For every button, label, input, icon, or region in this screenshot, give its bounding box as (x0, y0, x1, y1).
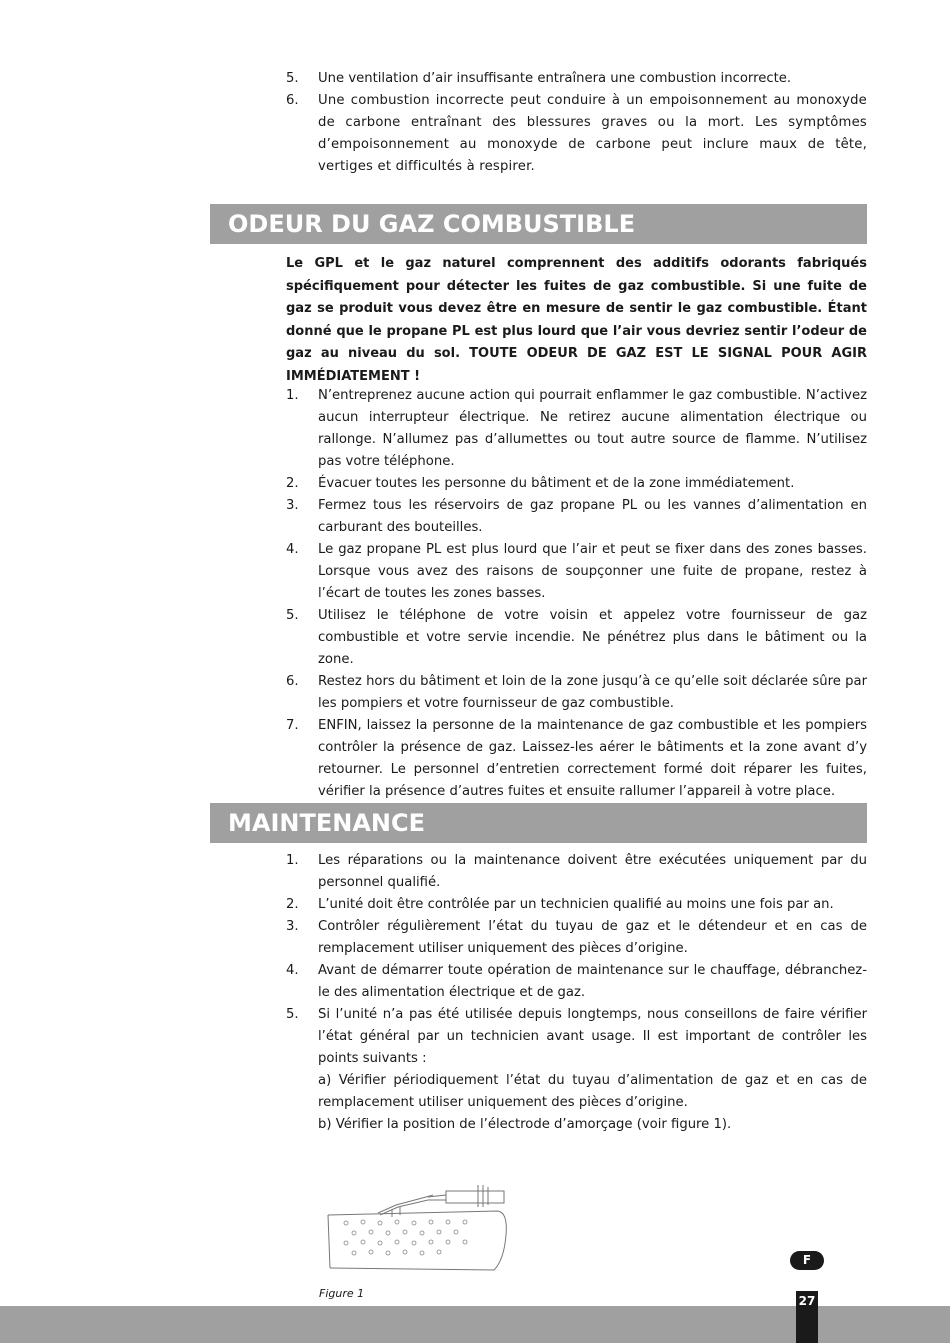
list-item: 1. N’entreprenez aucune action qui pourrait enflammer le gaz combustible. N’activez aucun interrupteur électrique. Ne retirez aucune alimentation électrique ou rallonge. N’allumez pas d’allumettes ou tout autre source de flamme. N’utilisez pas votre téléphone. (286, 388, 867, 469)
top-list (286, 68, 867, 178)
maintenance-list (286, 850, 867, 1136)
list-item: 4. Avant de démarrer toute opération de maintenance sur le chauffage, débranchez-le des alimentation électrique et de gaz. (286, 963, 867, 1000)
section-heading-gas-odor: ODEUR DU GAZ COMBUSTIBLE (210, 204, 867, 244)
list-item: 5. Si l’unité n’a pas été utilisée depuis longtemps, nous conseillons de faire vérifier l’état général par un technicien avant usage. Il est important de contrôler les points suivants : a) Vérifier périodiquement l’état du tuyau d’alimentation de gaz et en cas de remplacement utiliser uniquement des pièces d’origine. b) Vérifier la position de l’électrode d’amorçage (voir figure 1). (286, 1004, 867, 1136)
list-item: 3. Fermez tous les réservoirs de gaz propane PL ou les vannes d’alimentation en carburant des bouteilles. (286, 498, 867, 535)
list-item: 2. Évacuer toutes les personne du bâtiment et de la zone immédiatement. (286, 476, 795, 491)
section-heading-maintenance: MAINTENANCE (210, 803, 867, 843)
list-item: 6. Une combustion incorrecte peut conduire à un empoisonnement au monoxyde de carbone entraînant des blessures graves ou la mort. Les symptômes d’empoisonnement au monoxyde de carbone peut inclure maux de tête, vertiges et difficultés à respirer. (286, 93, 867, 174)
sub-item-b: b) Vérifier la position de l’électrode d’amorçage (voir figure 1). (318, 1117, 732, 1132)
figure-caption: Figure 1 (319, 1287, 365, 1300)
list-item: 5. Une ventilation d’air insuffisante entraînera une combustion incorrecte. (286, 71, 792, 86)
list-item: 4. Le gaz propane PL est plus lourd que l’air et peut se fixer dans des zones basses. Lorsque vous avez des raisons de soupçonner une fuite de propane, restez à l’écart de toutes les zones basses. (286, 542, 867, 601)
burner-electrode-figure (318, 1175, 528, 1280)
list-item: 6. Restez hors du bâtiment et loin de la zone jusqu’à ce qu’elle soit déclarée sûre par les pompiers et votre fournisseur de gaz combustible. (286, 674, 867, 711)
page-number: 27 (796, 1291, 818, 1343)
list-item: 7. ENFIN, laissez la personne de la maintenance de gaz combustible et les pompiers contrôler la présence de gaz. Laissez-les aérer le bâtiments et la zone avant d’y retourner. Le personnel d’entretien correctement formé doit réparer les fuites, vérifier la présence d’autres fuites et ensuite rallumer l’appareil à votre place. (286, 718, 867, 799)
list-item: 1. Les réparations ou la maintenance doivent être exécutées uniquement par du personnel qualifié. (286, 853, 867, 890)
gas-odor-list (286, 385, 867, 803)
section-intro: Le GPL et le gaz naturel comprennent des additifs odorants fabriqués spécifiquement pour détecter les fuites de gaz combustible. Si une fuite de gaz se produit vous devez être en mesure de sentir le gaz combustible. Étant donné que le propane PL est plus lourd que l’air vous devriez sentir l’odeur de gaz au niveau du sol. TOUTE ODEUR DE GAZ EST LE SIGNAL POUR AGIR IMMÉDIATEMENT ! (286, 256, 867, 384)
sub-item-a: a) Vérifier périodiquement l’état du tuyau d’alimentation de gaz et en cas de remplacement utiliser uniquement des pièces d’origine. (318, 1073, 867, 1110)
list-item: 5. Utilisez le téléphone de votre voisin et appelez votre fournisseur de gaz combustible et votre servie incendie. Ne pénétrez plus dans le bâtiment ou la zone. (286, 608, 867, 667)
list-item: 2. L’unité doit être contrôlée par un technicien qualifié au moins une fois par an. (286, 897, 834, 912)
list-item: 3. Contrôler régulièrement l’état du tuyau de gaz et le détendeur et en cas de remplacement utiliser uniquement des pièces d’origine. (286, 919, 867, 956)
electrode-body (446, 1191, 504, 1203)
language-badge: F (790, 1251, 824, 1270)
burner-outline (328, 1211, 506, 1270)
